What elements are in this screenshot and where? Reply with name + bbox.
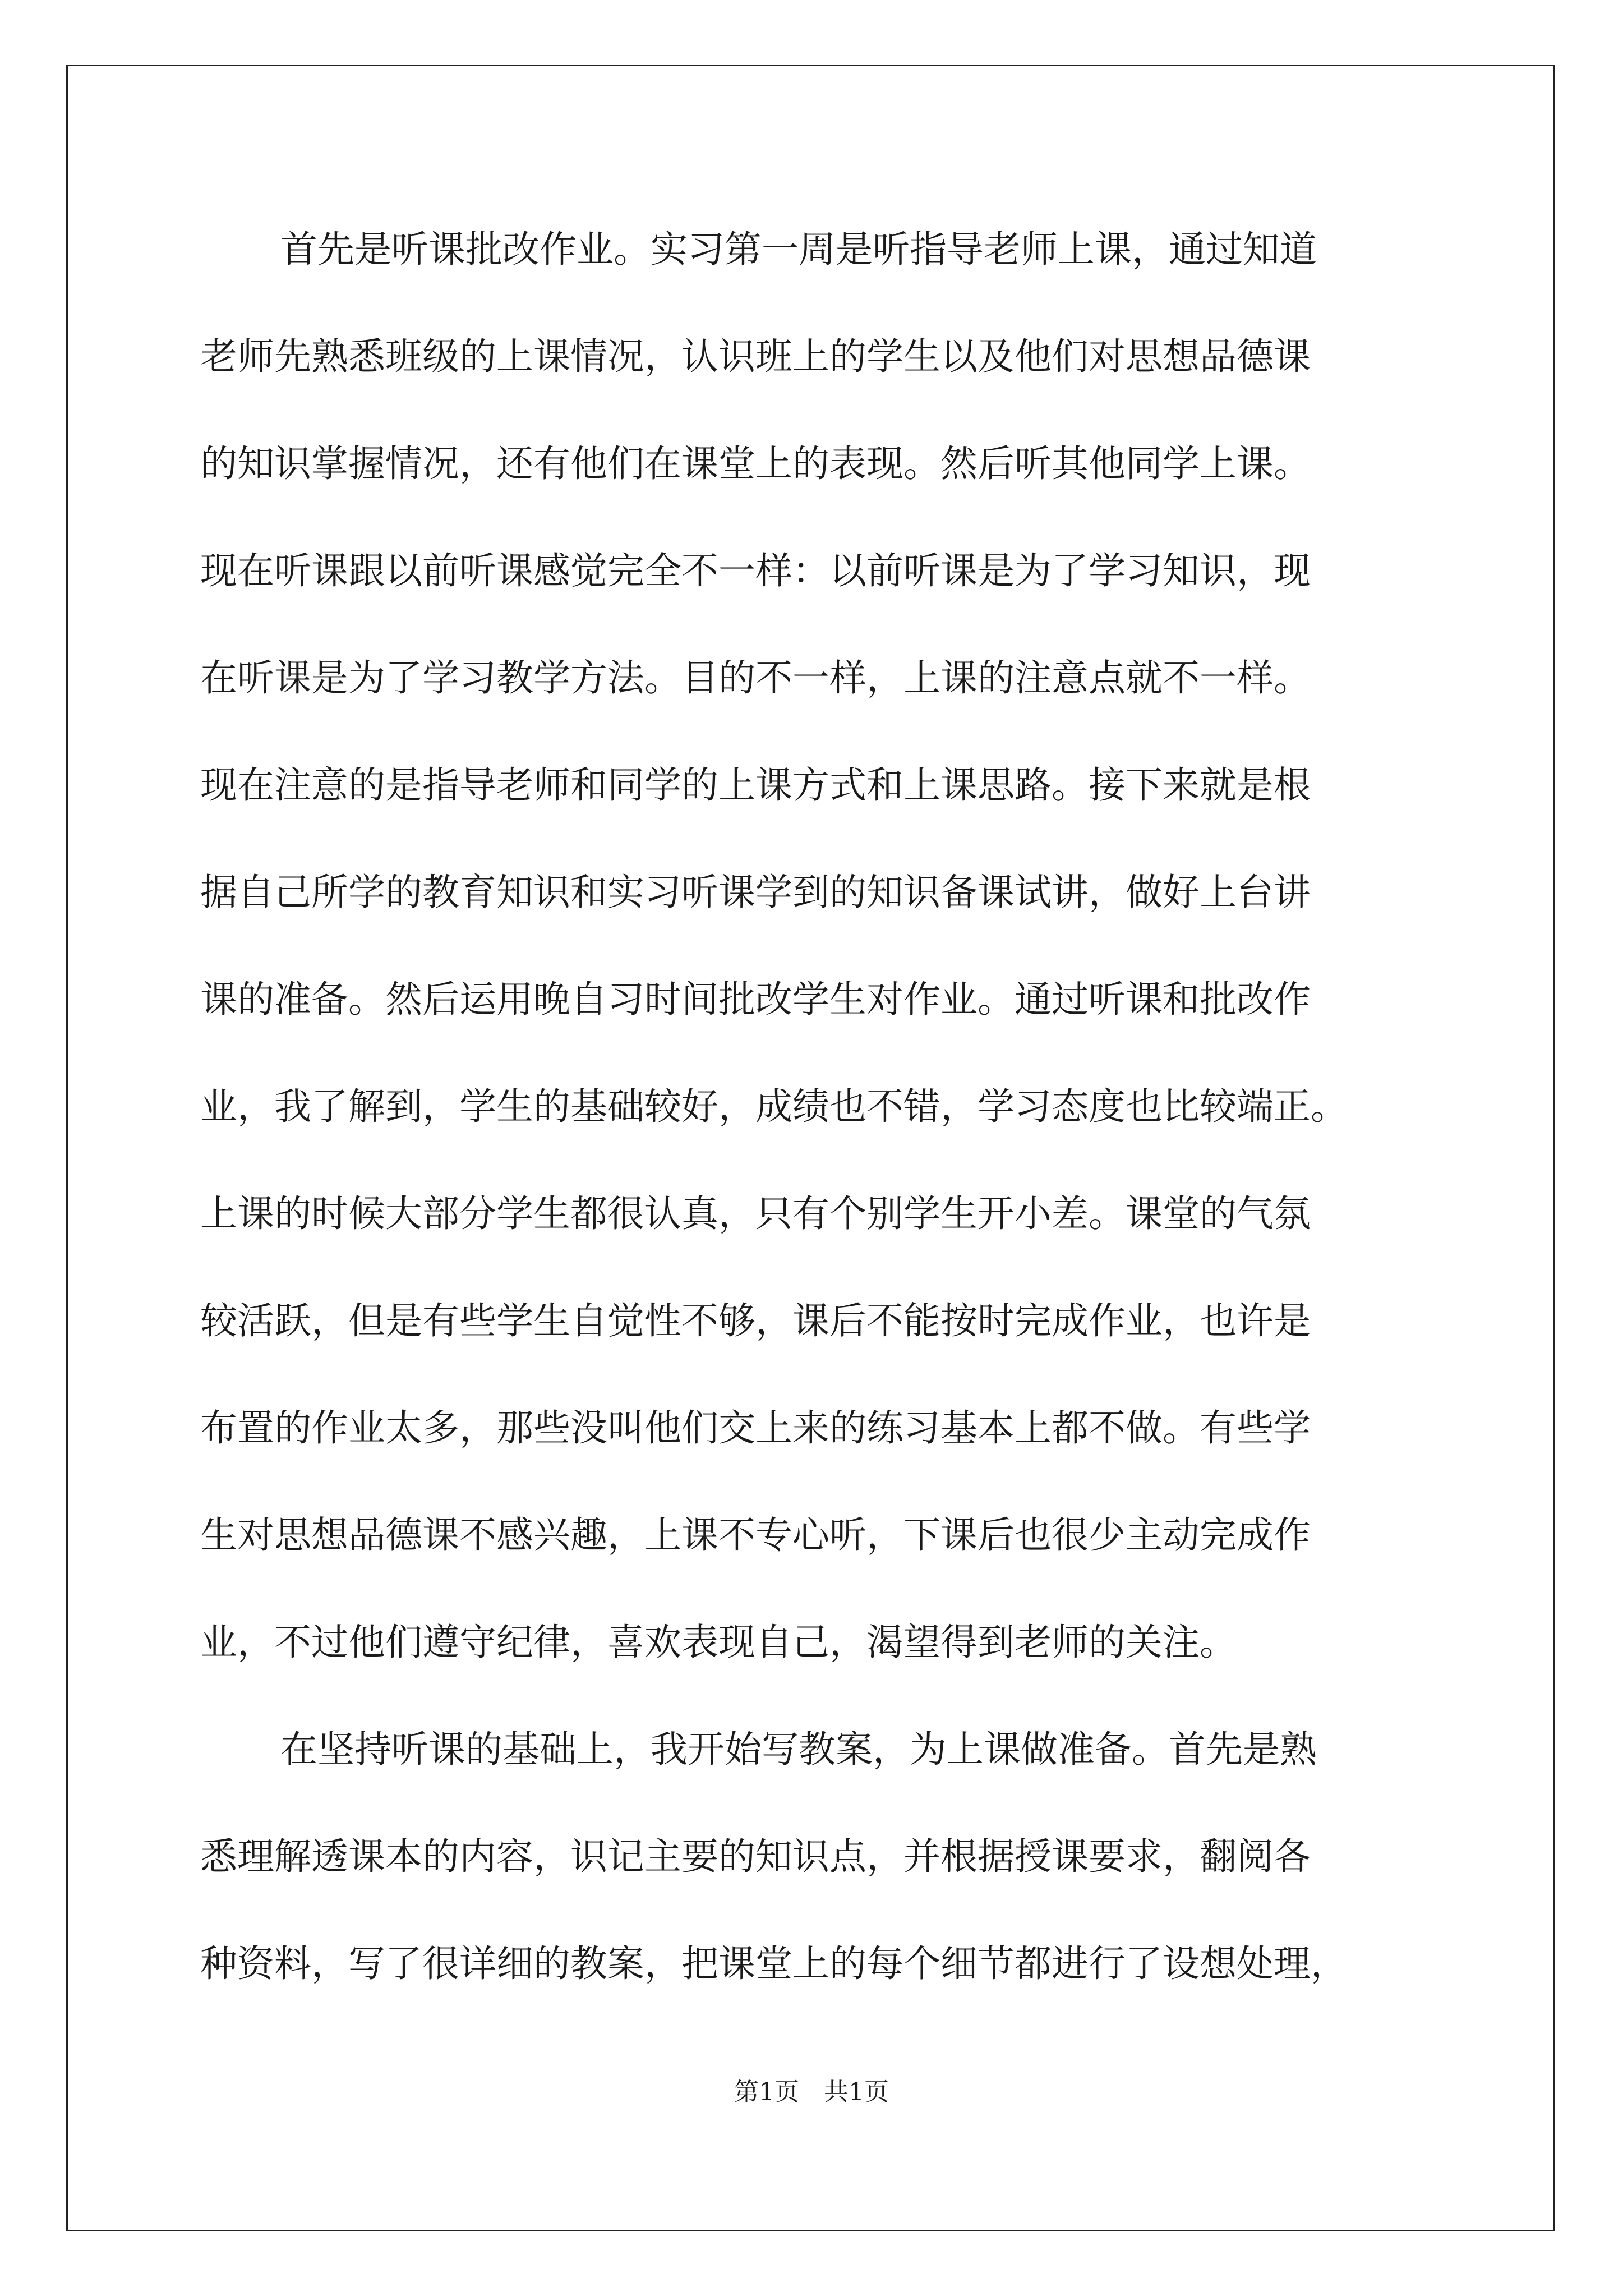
paragraph-1-line-8: 课的准备。然后运用晚自习时间批改学生对作业。通过听课和批改作 [200, 978, 1311, 1021]
paragraph-1-line-11: 较活跃，但是有些学生自觉性不够，课后不能按时完成作业，也许是 [200, 1299, 1311, 1342]
paragraph-1-line-14: 业，不过他们遵守纪律，喜欢表现自己，渴望得到老师的关注。 [200, 1621, 1237, 1664]
paragraph-1-line-13: 生对思想品德课不感兴趣，上课不专心听，下课后也很少主动完成作 [200, 1513, 1311, 1557]
paragraph-1-line-2: 老师先熟悉班级的上课情况，认识班上的学生以及他们对思想品德课 [200, 335, 1311, 378]
page-border [66, 65, 1555, 2231]
paragraph-1-line-12: 布置的作业太多，那些没叫他们交上来的练习基本上都不做。有些学 [200, 1406, 1311, 1450]
page-number-footer: 第1页 共1页 [734, 2078, 889, 2106]
paragraph-2-line-3: 种资料，写了很详细的教案，把课堂上的每个细节都进行了设想处理， [200, 1942, 1348, 1985]
paragraph-1-line-7: 据自己所学的教育知识和实习听课学到的知识备课试讲，做好上台讲 [200, 871, 1311, 914]
paragraph-1-line-9: 业，我了解到，学生的基础较好，成绩也不错，学习态度也比较端正。 [200, 1085, 1348, 1128]
paragraph-2-line-1: 在坚持听课的基础上，我开始写教案，为上课做准备。首先是熟 [280, 1728, 1317, 1771]
paragraph-1-line-6: 现在注意的是指导老师和同学的上课方式和上课思路。接下来就是根 [200, 763, 1311, 807]
paragraph-1-line-5: 在听课是为了学习教学方法。目的不一样，上课的注意点就不一样。 [200, 656, 1311, 700]
paragraph-1-line-1: 首先是听课批改作业。实习第一周是听指导老师上课，通过知道 [280, 228, 1317, 271]
paragraph-1-line-10: 上课的时候大部分学生都很认真，只有个别学生开小差。课堂的气氛 [200, 1192, 1311, 1235]
paragraph-1-line-3: 的知识掌握情况，还有他们在课堂上的表现。然后听其他同学上课。 [200, 442, 1311, 485]
paragraph-2-line-2: 悉理解透课本的内容，识记主要的知识点，并根据授课要求，翻阅各 [200, 1835, 1311, 1878]
paragraph-1-line-4: 现在听课跟以前听课感觉完全不一样：以前听课是为了学习知识，现 [200, 549, 1311, 592]
